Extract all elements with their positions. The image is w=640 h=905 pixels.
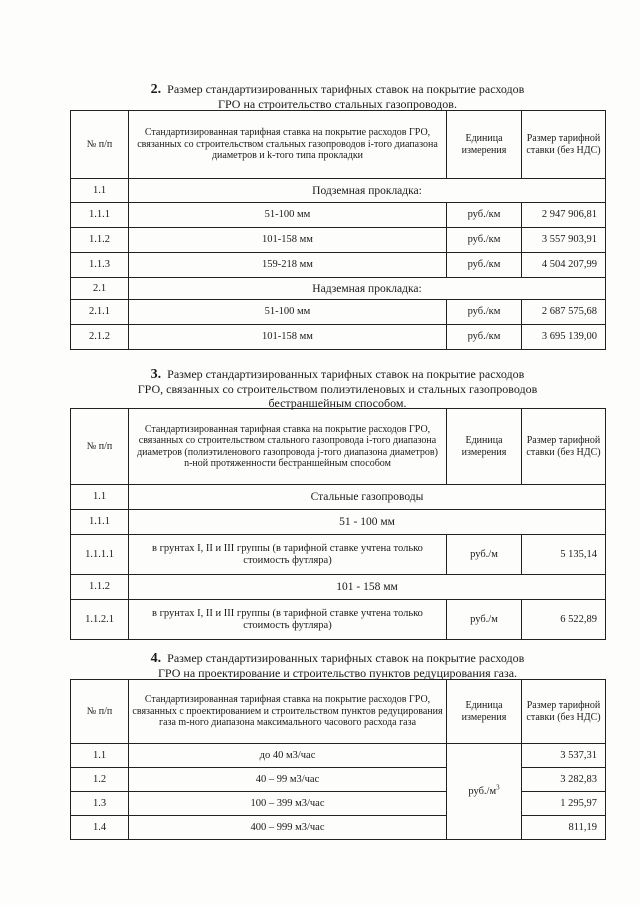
section-2-heading <box>70 82 605 111</box>
header-desc: Стандартизированная тарифная ставка на покрытие расходов ГРО, связанных со строительством стальных газопроводов i-того диапазона диаметров и k-того типа прокладки <box>129 111 447 179</box>
row-section-label: Стальные газопроводы <box>129 485 606 510</box>
row-price: 2 947 906,81 <box>522 203 606 228</box>
row-num: 1.1.1.1 <box>71 535 129 575</box>
header-desc: Стандартизированная тарифная ставка на покрытие расходов ГРО, связанных со строительством стального газопровода i-того диапазона диаметров (полиэтиленового газопровода j-того диапазона диаметров) n-ной протяженности бестраншейным способом <box>129 409 447 485</box>
row-section-label: Надземная прокладка: <box>129 278 606 300</box>
row-desc: 400 – 999 м3/час <box>129 816 447 840</box>
section-4-title-line1: Размер стандартизированных тарифных ставок на покрытие расходов <box>167 651 525 665</box>
table-row <box>71 792 606 816</box>
row-num: 1.1.2 <box>71 575 129 600</box>
row-desc: 40 – 99 м3/час <box>129 768 447 792</box>
section-3-title-line1: Размер стандартизированных тарифных ставок на покрытие расходов <box>167 367 525 381</box>
row-unit: руб./м <box>447 535 522 575</box>
row-num: 1.1.2.1 <box>71 600 129 640</box>
section-3-number: 3. <box>150 367 162 382</box>
row-price: 3 282,83 <box>522 768 606 792</box>
row-desc: до 40 м3/час <box>129 744 447 768</box>
row-section-label: 51 - 100 мм <box>129 510 606 535</box>
table-header-row <box>71 409 606 485</box>
row-section-label: Подземная прокладка: <box>129 179 606 203</box>
row-price: 2 687 575,68 <box>522 300 606 325</box>
header-num: № п/п <box>71 111 129 179</box>
row-num: 1.1 <box>71 485 129 510</box>
row-num: 1.3 <box>71 792 129 816</box>
header-desc: Стандартизированная тарифная ставка на покрытие расходов ГРО, связанных с проектированием и строительством пунктов редуцирования газа m-ного диапазона максимального часового расхода газа <box>129 680 447 744</box>
table-header-row <box>71 111 606 179</box>
row-unit: руб./км <box>447 325 522 350</box>
row-num: 1.1.1 <box>71 203 129 228</box>
row-num: 1.1.1 <box>71 510 129 535</box>
section-3-title-line3: бестраншейным способом. <box>268 396 407 410</box>
row-price: 3 695 139,00 <box>522 325 606 350</box>
row-price: 4 504 207,99 <box>522 253 606 278</box>
table-row <box>71 179 606 203</box>
section-2-title-line1: Размер стандартизированных тарифных ставок на покрытие расходов <box>167 82 525 96</box>
row-price: 1 295,97 <box>522 792 606 816</box>
section-3-table <box>70 408 606 640</box>
table-row <box>71 816 606 840</box>
header-unit: Единица измерения <box>447 111 522 179</box>
row-section-label: 101 - 158 мм <box>129 575 606 600</box>
table-row <box>71 600 606 640</box>
row-desc: 100 – 399 м3/час <box>129 792 447 816</box>
row-price: 3 557 903,91 <box>522 228 606 253</box>
header-num: № п/п <box>71 680 129 744</box>
row-unit: руб./км <box>447 203 522 228</box>
table-row <box>71 300 606 325</box>
row-num: 1.4 <box>71 816 129 840</box>
row-desc: 101-158 мм <box>129 228 447 253</box>
row-num: 1.1.3 <box>71 253 129 278</box>
row-num: 2.1 <box>71 278 129 300</box>
row-desc: 51-100 мм <box>129 300 447 325</box>
header-price: Размер тарифной ставки (без НДС) <box>522 111 606 179</box>
table-row <box>71 744 606 768</box>
row-unit: руб./км <box>447 253 522 278</box>
table-row <box>71 228 606 253</box>
row-desc: 51-100 мм <box>129 203 447 228</box>
section-4-title-line2: ГРО на проектирование и строительство пунктов редуцирования газа. <box>157 666 518 680</box>
row-num: 1.2 <box>71 768 129 792</box>
table-header-row <box>71 680 606 744</box>
table-row <box>71 278 606 300</box>
row-desc: в грунтах I, II и III группы (в тарифной ставке учтена только стоимость футляра) <box>129 600 447 640</box>
row-price: 3 537,31 <box>522 744 606 768</box>
row-num: 1.1.2 <box>71 228 129 253</box>
row-num: 1.1 <box>71 179 129 203</box>
table-row <box>71 485 606 510</box>
row-desc: 101-158 мм <box>129 325 447 350</box>
section-4-number: 4. <box>150 651 162 666</box>
row-price: 5 135,14 <box>522 535 606 575</box>
row-num: 2.1.2 <box>71 325 129 350</box>
header-num: № п/п <box>71 409 129 485</box>
row-unit: руб./м <box>447 600 522 640</box>
row-price: 811,19 <box>522 816 606 840</box>
table-row <box>71 575 606 600</box>
section-4-heading <box>70 651 605 680</box>
section-2-number: 2. <box>150 82 162 97</box>
header-unit: Единица измерения <box>447 409 522 485</box>
table-row <box>71 510 606 535</box>
section-3-heading <box>70 367 605 410</box>
row-price: 6 522,89 <box>522 600 606 640</box>
row-unit: руб./км <box>447 300 522 325</box>
row-num: 1.1 <box>71 744 129 768</box>
row-desc: 159-218 мм <box>129 253 447 278</box>
row-unit: руб./км <box>447 228 522 253</box>
section-2-title-line2: ГРО на строительство стальных газопроводов. <box>218 97 457 111</box>
header-price: Размер тарифной ставки (без НДС) <box>522 680 606 744</box>
table-row <box>71 535 606 575</box>
table-row <box>71 325 606 350</box>
unit-superscript: 3 <box>496 783 500 791</box>
unit-text: руб./м <box>468 785 497 797</box>
section-2-table <box>70 110 606 350</box>
table-row <box>71 203 606 228</box>
table-row <box>71 253 606 278</box>
row-desc: в грунтах I, II и III группы (в тарифной ставке учтена только стоимость футляра) <box>129 535 447 575</box>
table-row <box>71 768 606 792</box>
section-3-title-line2: ГРО, связанных со строительством полиэтиленовых и стальных газопроводов <box>137 382 538 396</box>
header-price: Размер тарифной ставки (без НДС) <box>522 409 606 485</box>
section-4-table <box>70 679 606 840</box>
row-num: 2.1.1 <box>71 300 129 325</box>
row-unit-merged <box>447 744 522 840</box>
header-unit: Единица измерения <box>447 680 522 744</box>
